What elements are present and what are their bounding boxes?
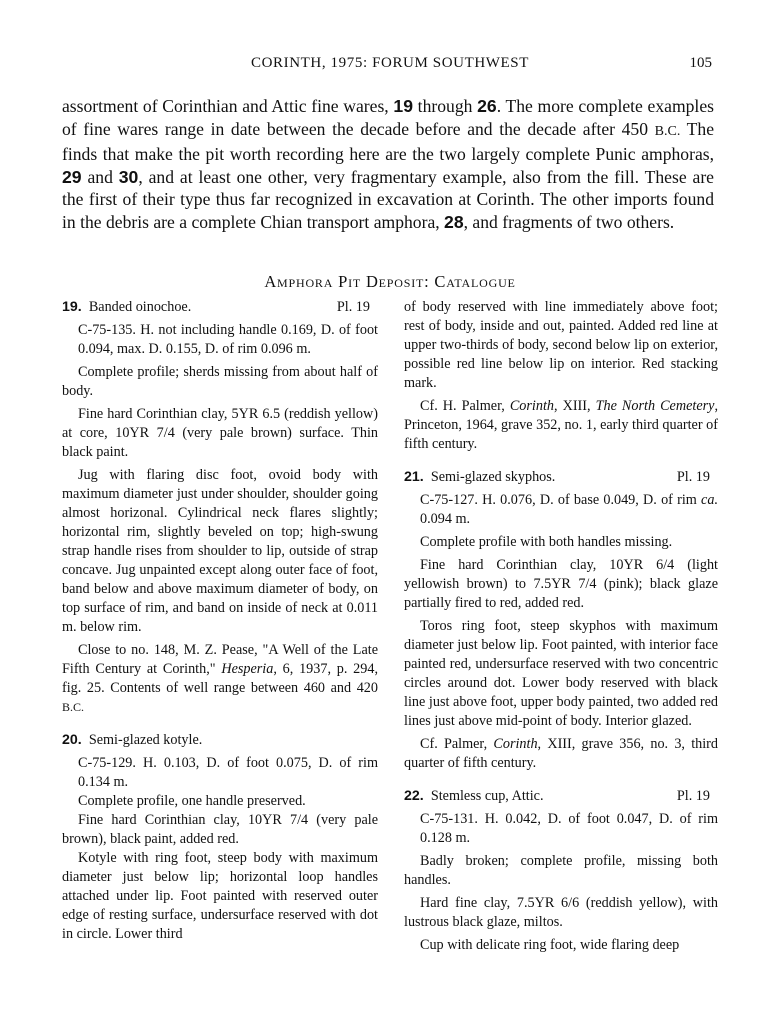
entry-number: 19. — [62, 299, 82, 315]
catalogue-ref: 26 — [477, 96, 497, 116]
description-text: Jug with flaring disc foot, ovoid body with maximum diameter just under shoulder, shoulder going almost horizonal. Cylindrical neck flares slightly; horizontal rim, slightly beveled on top; high-swung strap handle rises from shoulder to lip, outside of strap concave. Jug unpainted except along outer face of foot, band below and above maximum diameter of body, on top surface of rim, and band on inside of neck at 0.011 m. below rim. — [62, 467, 378, 635]
entry-title: Banded oinochoe. — [88, 299, 192, 315]
intro-paragraph — [62, 95, 714, 234]
fabric-text: Fine hard Corinthian clay, 10YR 6/4 (light yellowish brown) to 7.5YR 7/4 (pink); black glaze partially fired to red, added red. — [404, 557, 718, 611]
entry-title: Semi-glazed skyphos. — [430, 469, 556, 485]
entry-20-heading — [62, 731, 378, 750]
inventory-line: C-75-129. H. 0.103, D. of foot 0.075, D. of rim 0.134 m. — [78, 755, 378, 790]
comparanda-part: Cf. Palmer, — [420, 736, 494, 752]
inventory-part: 0.094 m. — [420, 511, 471, 527]
condition-text: Badly broken; complete profile, missing both handles. — [404, 853, 718, 888]
inventory-line — [404, 491, 718, 529]
entry-number: 20. — [62, 732, 82, 748]
circa-abbrev: ca. — [701, 492, 718, 508]
running-title: CORINTH, 1975: FORUM SOUTHWEST — [250, 55, 529, 71]
catalogue-ref: 30 — [118, 166, 139, 187]
intro-text: , and at least one other, very fragmentary example, also from the fill. These are the first of their type thus far recognized in excavation at Corinth. The other imports found in the debris are a complete Chian transport amphora, — [62, 166, 714, 232]
comparanda-text — [404, 735, 718, 773]
section-title: Amphora Pit Deposit: Catalogue — [264, 272, 516, 291]
entry-19-heading — [62, 298, 378, 317]
comparanda-part: , XIII, — [553, 398, 596, 414]
series-title: Corinth — [493, 736, 538, 752]
comparanda-part: , XIII, grave 356, no. 3, third quarter of fifth century. — [404, 736, 718, 771]
entry-number: 21. — [404, 469, 424, 485]
catalogue-ref: 19 — [393, 96, 413, 116]
intro-text: through — [412, 96, 478, 116]
condition-text: Complete profile; sherds missing from about half of body. — [62, 364, 378, 399]
catalogue-ref: 29 — [62, 166, 82, 187]
right-column — [404, 298, 718, 955]
volume-title: The North Cemetery — [595, 398, 715, 414]
fabric-text: Fine hard Corinthian clay, 5YR 6.5 (reddish yellow) at core, 10YR 7/4 (very pale brown) surface. Thin black paint. — [62, 406, 378, 460]
intro-text: The finds that make the pit worth recording here are the two largely complete Punic amphoras, — [62, 118, 715, 165]
condition-text: Complete profile, one handle preserved. — [78, 793, 306, 809]
inventory-line: C-75-135. H. not including handle 0.169, D. of foot 0.094, max. D. 0.155, D. of rim 0.096 m. — [78, 322, 378, 357]
intro-text: . The more complete examples of fine wares range in date between the decade before and the decade after 450 — [62, 96, 714, 139]
description-continuation: of body reserved with line immediately above foot; rest of body, inside and out, painted. Added red line at upper two-thirds of body, second below lip on exterior, possible red line below lip on interior. Red stacking mark. — [404, 299, 718, 391]
comparanda-part: , Princeton, 1964, grave 352, no. 1, early third quarter of fifth century. — [404, 398, 718, 452]
description-text: Toros ring foot, steep skyphos with maximum diameter just below lip. Foot painted, with interior face painted red, undersurface reserved with two concentric circles around dot. Lower body reserved with black line just above foot, upper body painted, two added red lines just above mid-point of body. Interior glazed. — [404, 618, 718, 729]
running-head — [60, 55, 720, 79]
inventory-part: C-75-127. H. 0.076, D. of base 0.049, D. of rim — [420, 492, 702, 508]
condition-text: Complete profile with both handles missing. — [420, 534, 673, 550]
entry-title: Semi-glazed kotyle. — [88, 732, 203, 748]
intro-text: , and fragments of two others. — [463, 211, 675, 232]
entry-21-heading — [404, 468, 718, 487]
entry-number: 22. — [404, 788, 424, 804]
plate-ref: Pl. 19 — [336, 299, 370, 315]
comparanda-text — [62, 641, 378, 717]
intro-text: assortment of Corinthian and Attic fine wares, — [62, 96, 394, 116]
plate-ref: Pl. 19 — [676, 469, 710, 485]
intro-text: and — [81, 166, 119, 187]
comparanda-part: Close to no. 148, M. Z. Pease, "A Well of the Late Fifth Century at Corinth," — [62, 642, 378, 677]
journal-title: Hesperia — [221, 661, 274, 677]
comparanda-part: , 6, 1937, p. 294, fig. 25. Contents of well range between 460 and 420 — [62, 661, 379, 696]
era-abbrev: B.C. — [654, 123, 681, 139]
era-abbrev: B.C. — [62, 700, 85, 714]
comparanda-part: Cf. H. Palmer, — [420, 398, 510, 414]
series-title: Corinth — [509, 398, 554, 414]
description-text: Cup with delicate ring foot, wide flaring deep — [420, 937, 680, 953]
entry-22-heading — [404, 787, 718, 806]
page-number: 105 — [689, 55, 712, 71]
left-column — [62, 298, 378, 944]
description-text: Kotyle with ring foot, steep body with maximum diameter just below lip; horizontal loop handles attached under lip. Foot painted with reserved outer edge of resting surface, undersurface reserved with dot in circle. Lower third — [62, 850, 378, 942]
entry-title: Stemless cup, Attic. — [430, 788, 544, 804]
fabric-text: Fine hard Corinthian clay, 10YR 7/4 (very pale brown), black paint, added red. — [62, 812, 378, 847]
inventory-line: C-75-131. H. 0.042, D. of foot 0.047, D. of rim 0.128 m. — [420, 811, 718, 846]
catalogue-ref: 28 — [444, 211, 464, 232]
comparanda-text — [404, 397, 718, 454]
fabric-text: Hard fine clay, 7.5YR 6/6 (reddish yellow), with lustrous black glaze, miltos. — [404, 895, 718, 930]
plate-ref: Pl. 19 — [676, 788, 710, 804]
